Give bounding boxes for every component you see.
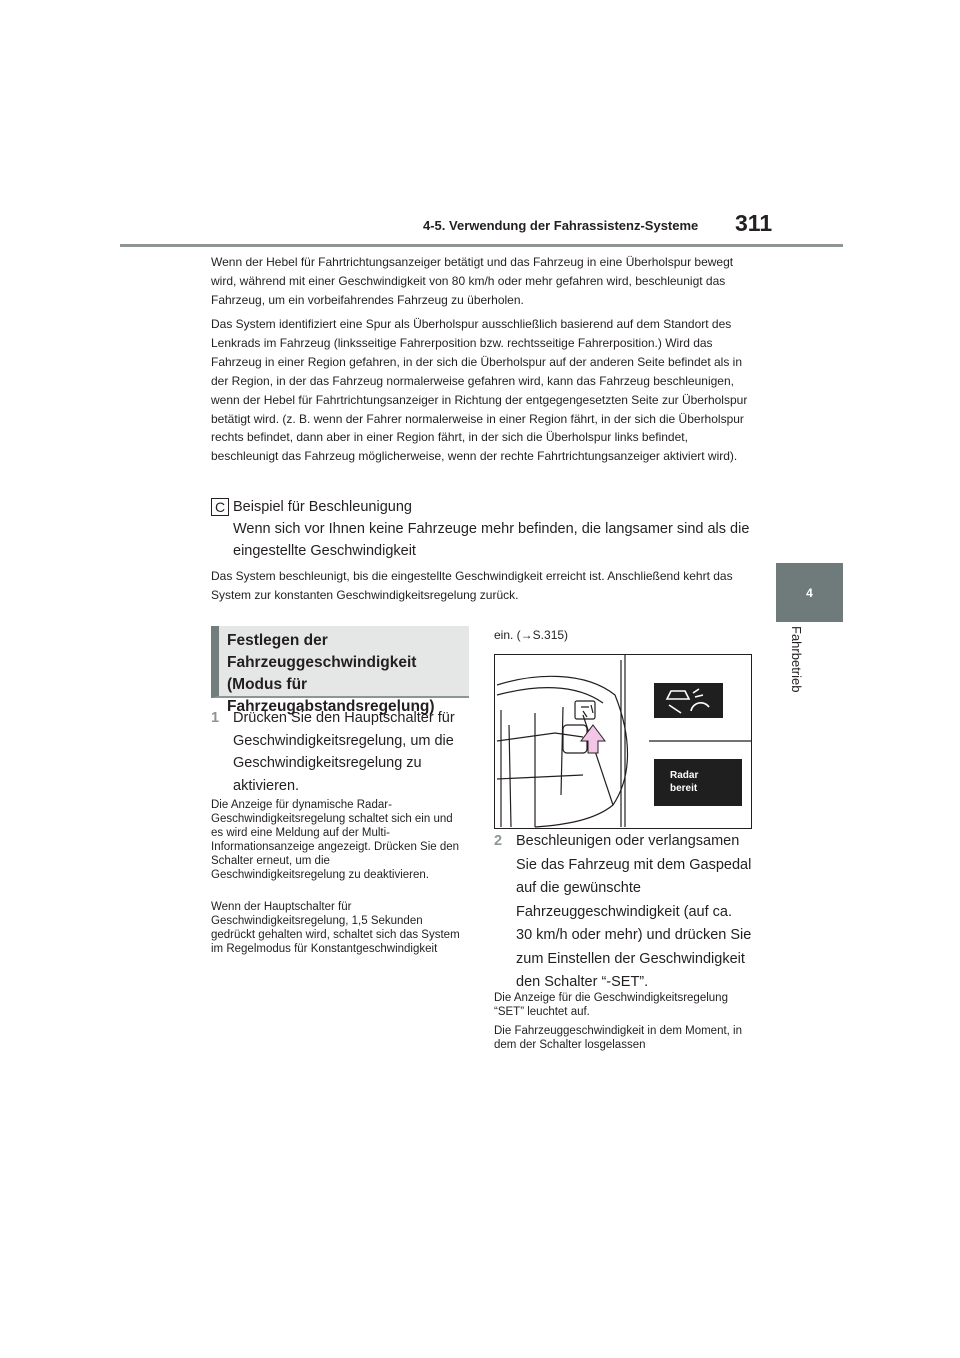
step-1-number: 1 xyxy=(211,710,220,726)
chapter-number: 4 xyxy=(806,585,813,600)
step-1 xyxy=(211,707,471,797)
step-2-note-1: Die Anzeige für die Geschwindigkeitsregelung “SET” leuchtet auf. xyxy=(494,992,728,1018)
example-c-note: Das System beschleunigt, bis die eingestellte Geschwindigkeit erreicht ist. Anschließend kehrt das System zur konstanten Geschwindigkeitsregelung zurück. xyxy=(211,569,733,602)
intro-paragraph-2: Das System identifiziert eine Spur als Überholspur ausschließlich basierend auf dem Standort des Lenkrads im Fahrzeug (linksseitige Fahrerposition bzw. rechtsseitige Fahrerposition.) Wird das Fahrzeug in einer Region gefahren, in der sich die Überholspur auf der anderen Seite befindet als in der Region, in der das Fahrzeug normalerweise gefahren wird, kann das Fahrzeug beschleunigen, wenn der Hebel für Fahrtrichtungsanzeiger in Richtung der entgegengesetzten Seite zur Überholspur betätigt wird. (z. B. wenn der Fahrer normalerweise in einer Region fährt, in der sich die Überholspur rechts befindet, dann aber in einer Region fährt, in der sich die Überholspur links befindet, beschleunigt das Fahrzeug möglicherweise, wenn der rechte Fahrtrichtungsanzeiger aktiviert wird). xyxy=(211,317,748,464)
radar-ready-display xyxy=(654,759,742,806)
example-c-text: Wenn sich vor Ihnen keine Fahrzeuge mehr befinden, die langsamer sind als die eingestellte Geschwindigkeit xyxy=(233,521,750,559)
step-2-text: Beschleunigen oder verlangsamen Sie das Fahrzeug mit dem Gaspedal auf die gewünschte Fahrzeuggeschwindigkeit (auf ca. 30 km/h oder mehr) und drücken Sie zum Einstellen der Geschwindigkeit den Schalter “-SET”. xyxy=(516,833,752,990)
step-2-number: 2 xyxy=(494,833,503,849)
step-1-note-2: Wenn der Hauptschalter für Geschwindigkeitsregelung, 1,5 Sekunden gedrückt gehalten wird, schaltet sich das System im Regelmodus für Konstantgeschwindigkeit xyxy=(211,901,460,955)
section-heading-title: Festlegen der Fahrzeuggeschwindigkeit (Modus für Fahrzeugabstandsregelung) xyxy=(227,632,435,715)
chapter-tab xyxy=(776,563,843,622)
step-2-note-2: Die Fahrzeuggeschwindigkeit in dem Moment, in dem der Schalter losgelassen xyxy=(494,1025,743,1051)
header-divider xyxy=(120,244,843,247)
radar-indicator-icon xyxy=(654,683,723,718)
steering-switch-drawing xyxy=(495,655,751,828)
press-arrow-icon xyxy=(581,725,605,753)
page-number: 311 xyxy=(735,210,773,236)
steering-switch-illustration xyxy=(494,654,752,829)
example-c-marker xyxy=(211,498,229,516)
step-2 xyxy=(494,830,752,995)
section-header-title: 4-5. Verwendung der Fahrassistenz-Systeme xyxy=(423,218,699,233)
example-c-title: Beispiel für Beschleunigung xyxy=(233,499,412,515)
radar-ready-line-1: Radar xyxy=(670,770,699,781)
chapter-label: Fahrbetrieb xyxy=(789,626,804,693)
step-1-text: Drücken Sie den Hauptschalter für Geschwindigkeitsregelung, um die Geschwindigkeitsregelung zu aktivieren. xyxy=(233,710,455,794)
step-1-note-1: Die Anzeige für dynamische Radar-Geschwindigkeitsregelung schaltet sich ein und es wird eine Meldung auf der Multi-Informationsanzeige angezeigt. Drücken Sie den Schalter erneut, um die Geschwindigkeitsregelung zu deaktivieren. xyxy=(211,799,460,881)
intro-paragraph-1: Wenn der Hebel für Fahrtrichtungsanzeiger betätigt und das Fahrzeug in eine Überholspur bewegt wird, während mit einer Geschwindigkeit von 80 km/h oder mehr gefahren wird, beschleunigt das Fahrzeug, um ein vorbeifahrendes Fahrzeug zu überholen. xyxy=(211,255,734,307)
section-heading-box xyxy=(211,626,469,715)
example-c-letter: C xyxy=(214,499,226,515)
continuation-text: ein. (→S.315) xyxy=(494,628,569,642)
radar-ready-line-2: bereit xyxy=(670,783,698,794)
